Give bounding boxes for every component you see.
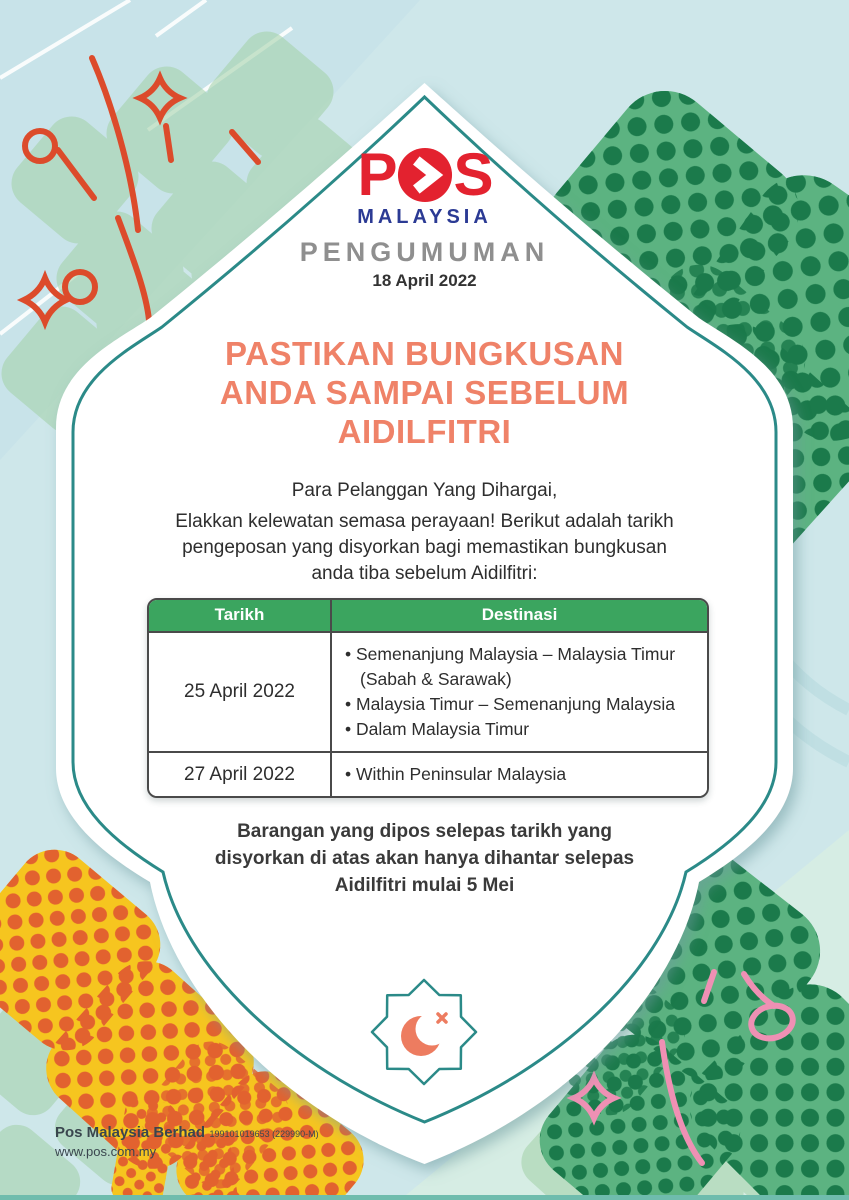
- intro-line2: pengeposan yang disyorkan bagi memastikan bungkusan: [182, 537, 667, 558]
- destination-item: • Within Peninsular Malaysia: [345, 762, 701, 787]
- note-line1: Barangan yang dipos selepas tarikh yang: [237, 821, 612, 842]
- table-header-tarikh: Tarikh: [149, 600, 332, 631]
- note-line3: Aidilfitri mulai 5 Mei: [334, 875, 515, 896]
- announcement-date: 18 April 2022: [372, 271, 477, 290]
- page-title-line2: ANDA SAMPAI SEBELUM: [219, 374, 630, 411]
- announcement-heading: PENGUMUMAN: [299, 237, 550, 267]
- pos-malaysia-logo: [0, 141, 849, 208]
- footer-registration-number: 199101019653 (229990-M): [209, 1129, 319, 1139]
- note-paragraph: [0, 818, 849, 899]
- intro-line1: Elakkan kelewatan semasa perayaan! Berikut adalah tarikh: [175, 511, 674, 532]
- page-title-line3: AIDILFITRI: [337, 413, 512, 450]
- table-cell-destinations: [332, 753, 707, 796]
- greeting-text: Para Pelanggan Yang Dihargai,: [291, 480, 558, 501]
- logo-letter-s: S: [453, 141, 492, 208]
- table-cell-destinations: [332, 633, 707, 751]
- bottom-accent-bar: [0, 1195, 849, 1200]
- posting-dates-table: [147, 598, 709, 798]
- table-row: [149, 631, 707, 751]
- destination-item: • Semenanjung Malaysia – Malaysia Timur (Sabah & Sarawak): [345, 642, 701, 692]
- table-cell-date: 27 April 2022: [149, 753, 332, 796]
- page-title: [0, 334, 849, 451]
- destination-item: • Malaysia Timur – Semenanjung Malaysia: [345, 692, 701, 717]
- intro-paragraph: [0, 509, 849, 587]
- table-header-row: [149, 600, 707, 631]
- footer: [55, 1124, 319, 1159]
- table-row: [149, 751, 707, 796]
- page-title-line1: PASTIKAN BUNGKUSAN: [225, 335, 624, 372]
- footer-website: www.pos.com.my: [55, 1144, 157, 1159]
- crescent-badge: [354, 962, 494, 1102]
- logo-letter-p: P: [357, 141, 396, 208]
- intro-line3: anda tiba sebelum Aidilfitri:: [311, 563, 538, 584]
- pos-logo-chevron-right-icon: [397, 147, 453, 203]
- logo-wordmark-malaysia: MALAYSIA: [357, 206, 492, 228]
- note-line2: disyorkan di atas akan hanya dihantar selepas: [214, 848, 635, 869]
- footer-company-name: Pos Malaysia Berhad: [55, 1124, 206, 1141]
- table-header-destinasi: Destinasi: [481, 605, 558, 624]
- table-cell-date: 25 April 2022: [149, 633, 332, 751]
- destination-item: • Dalam Malaysia Timur: [345, 717, 701, 742]
